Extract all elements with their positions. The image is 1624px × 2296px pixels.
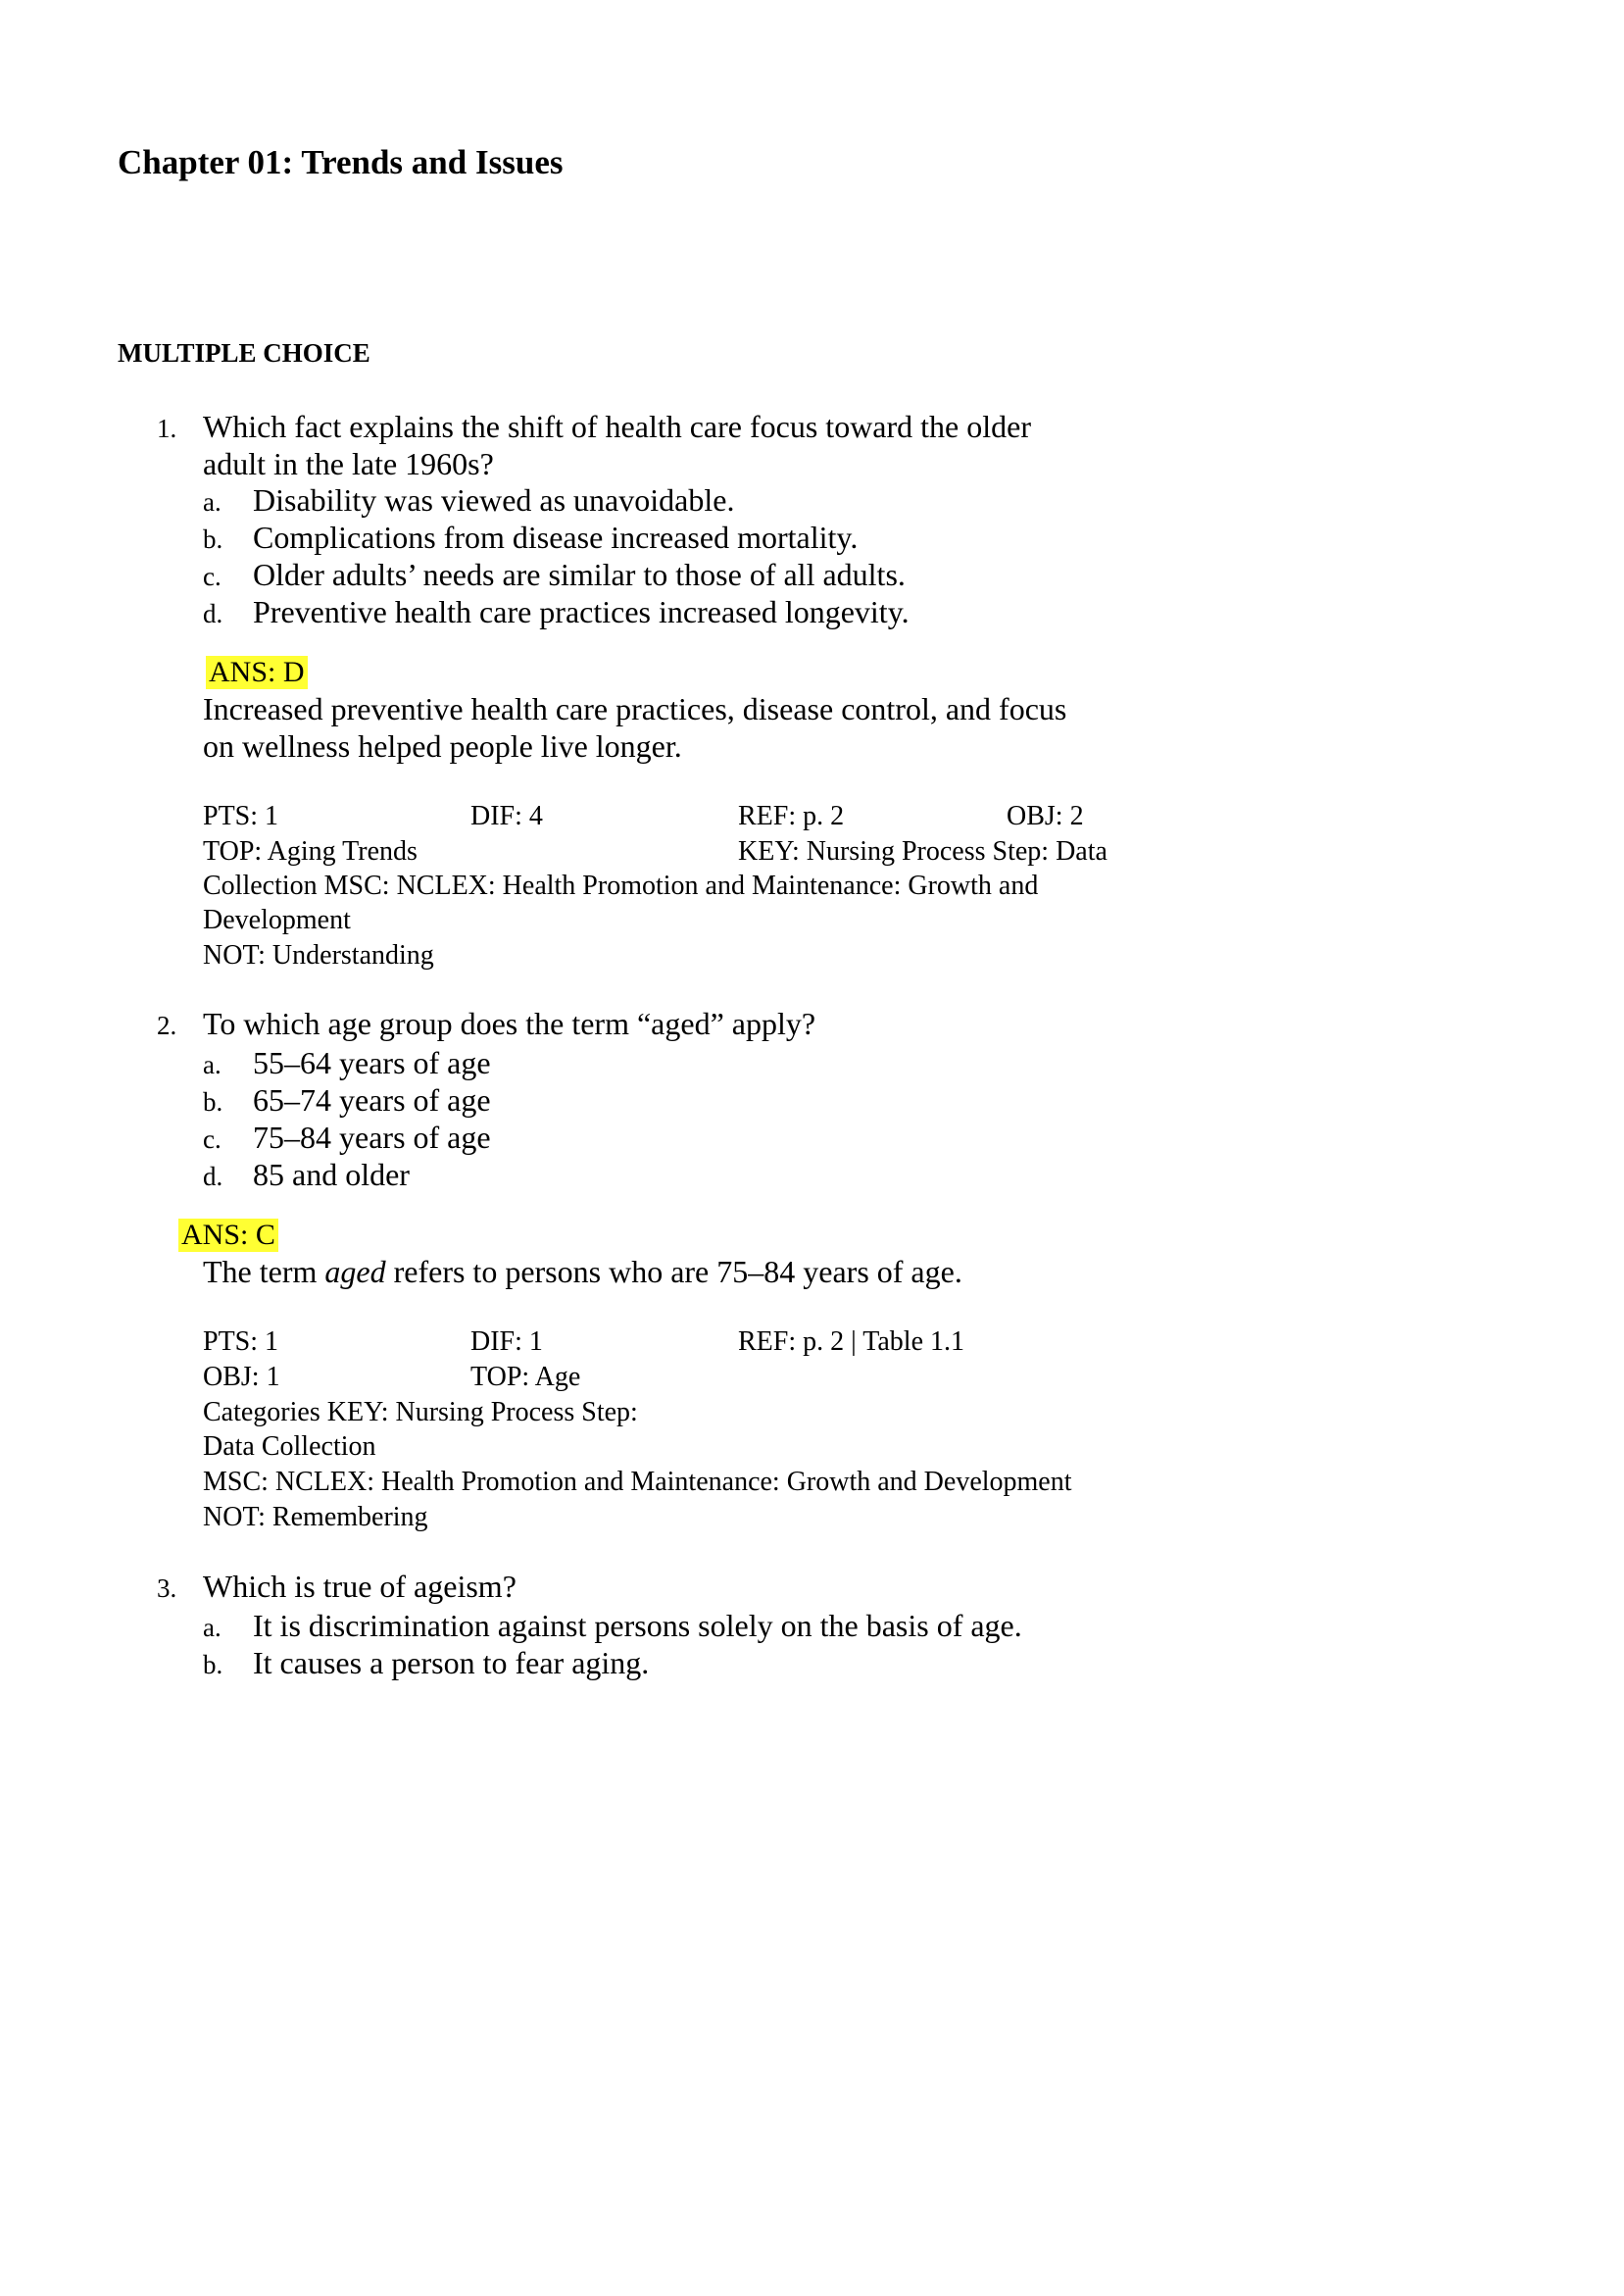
question-number: 2. <box>157 1011 177 1040</box>
question-stem: adult in the late 1960s? <box>203 446 494 481</box>
meta-obj: OBJ: 2 <box>1007 801 1084 831</box>
question-number: 1. <box>157 414 177 443</box>
question-stem: Which fact explains the shift of health care focus toward the older <box>203 409 1031 444</box>
option-letter: c. <box>203 1124 221 1154</box>
section-heading: MULTIPLE CHOICE <box>118 338 370 368</box>
option-text: Disability was viewed as unavoidable. <box>253 482 735 518</box>
option-text: 85 and older <box>253 1157 410 1192</box>
option-letter: a. <box>203 487 221 517</box>
option-text: 65–74 years of age <box>253 1082 491 1118</box>
meta-obj: OBJ: 1 <box>203 1362 280 1392</box>
option-letter: b. <box>203 524 223 554</box>
rationale-emphasis: aged <box>324 1254 386 1289</box>
meta-pts: PTS: 1 <box>203 801 279 831</box>
meta-key: KEY: Nursing Process Step: Data <box>738 836 1107 867</box>
answer-highlight: ANS: D <box>206 656 308 689</box>
meta-top: TOP: Aging Trends <box>203 836 418 867</box>
meta-ref: REF: p. 2 | Table 1.1 <box>738 1326 965 1357</box>
meta-top: TOP: Age <box>470 1362 581 1392</box>
meta-not: NOT: Remembering <box>203 1502 428 1532</box>
option-letter: a. <box>203 1050 221 1079</box>
rationale <box>203 1253 962 1290</box>
option-letter: d. <box>203 599 223 628</box>
answer-highlight: ANS: C <box>178 1219 278 1252</box>
option-letter: b. <box>203 1650 223 1679</box>
meta-line: Categories KEY: Nursing Process Step: <box>203 1397 638 1427</box>
meta-dif: DIF: 1 <box>470 1326 543 1357</box>
option-text: Complications from disease increased mortality. <box>253 520 859 555</box>
page-title: Chapter 01: Trends and Issues <box>118 143 564 181</box>
meta-pts: PTS: 1 <box>203 1326 279 1357</box>
meta-line: Data Collection <box>203 1431 376 1462</box>
option-letter: b. <box>203 1087 223 1117</box>
option-text: Older adults’ needs are similar to those of all adults. <box>253 557 906 592</box>
option-text: 55–64 years of age <box>253 1045 491 1080</box>
meta-line: Development <box>203 905 351 935</box>
option-letter: a. <box>203 1613 221 1642</box>
meta-line: MSC: NCLEX: Health Promotion and Maintenance: Growth and Development <box>203 1467 1072 1497</box>
option-text: It is discrimination against persons solely on the basis of age. <box>253 1608 1022 1643</box>
question-number: 3. <box>157 1573 177 1603</box>
meta-line: Collection MSC: NCLEX: Health Promotion and Maintenance: Growth and <box>203 871 1039 901</box>
meta-not: NOT: Understanding <box>203 940 434 971</box>
rationale: on wellness helped people live longer. <box>203 728 682 764</box>
meta-ref: REF: p. 2 <box>738 801 845 831</box>
rationale-post: refers to persons who are 75–84 years of age. <box>385 1254 962 1289</box>
option-text: It causes a person to fear aging. <box>253 1645 650 1680</box>
option-letter: d. <box>203 1162 223 1191</box>
question-stem: To which age group does the term “aged” apply? <box>203 1006 816 1041</box>
option-text: 75–84 years of age <box>253 1120 491 1155</box>
rationale: Increased preventive health care practices, disease control, and focus <box>203 691 1067 726</box>
option-text: Preventive health care practices increased longevity. <box>253 594 910 629</box>
option-letter: c. <box>203 562 221 591</box>
meta-dif: DIF: 4 <box>470 801 543 831</box>
rationale-pre: The term <box>203 1254 325 1289</box>
question-stem: Which is true of ageism? <box>203 1569 517 1604</box>
